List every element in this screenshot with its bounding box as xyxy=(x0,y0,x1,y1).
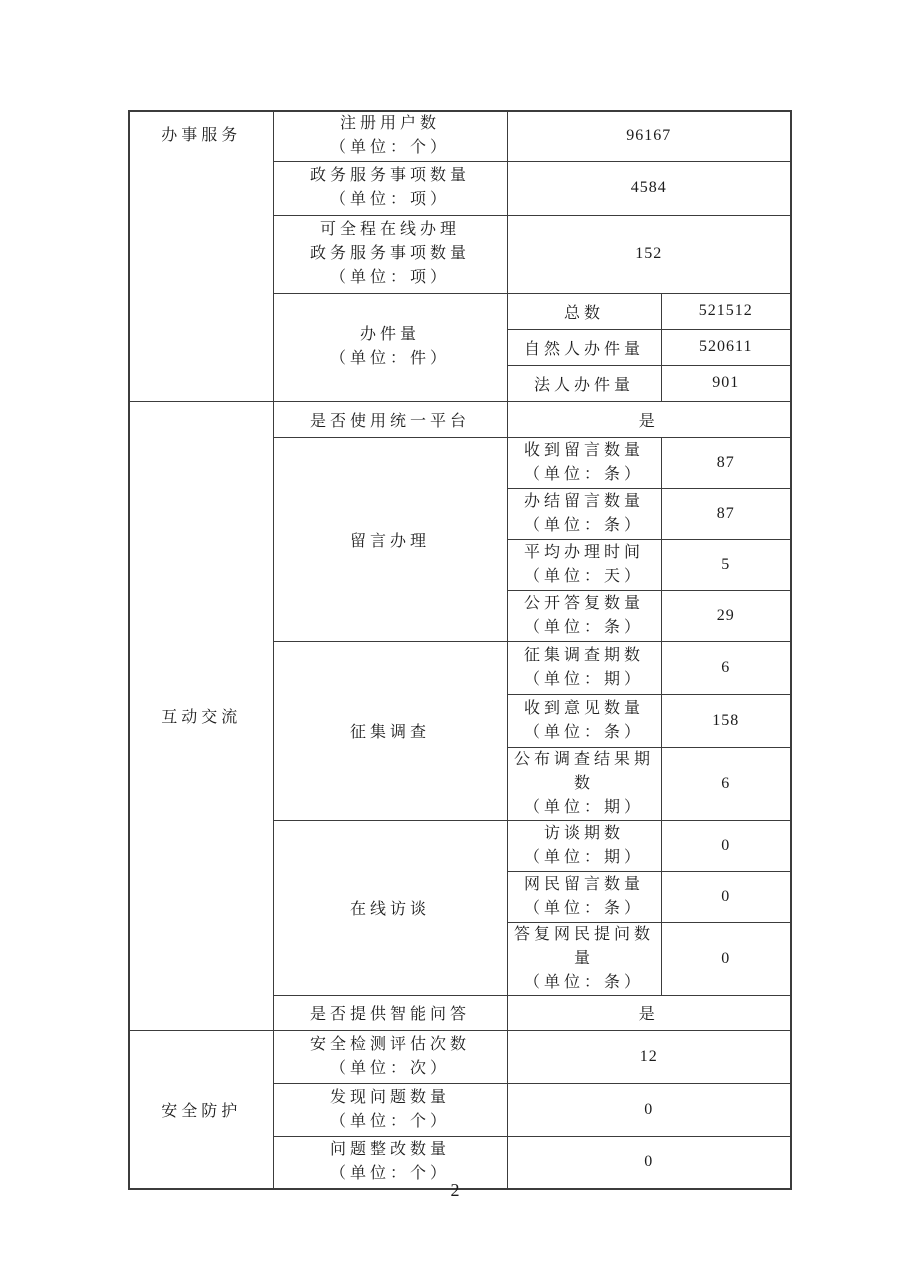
smart-qa-label: 是否提供智能问答 xyxy=(273,995,507,1030)
completed-messages-value: 87 xyxy=(661,488,791,539)
annual-report-table xyxy=(128,110,792,1190)
interview-label: 在线访谈 xyxy=(273,820,507,995)
security-checks-value: 12 xyxy=(507,1030,791,1083)
public-replies-value: 29 xyxy=(661,590,791,641)
handled-volume-total-label: 总数 xyxy=(507,293,661,329)
avg-handling-time-label: 平均办理时间 （单位：天） xyxy=(507,539,661,590)
public-replies-label: 公开答复数量 （单位：条） xyxy=(507,590,661,641)
annual-report-table-wrap xyxy=(128,110,792,1190)
interview-periods-label: 访谈期数 （单位：期） xyxy=(507,820,661,871)
problems-found-label: 发现问题数量 （单位：个） xyxy=(273,1083,507,1136)
problems-rectified-label: 问题整改数量 （单位：个） xyxy=(273,1136,507,1189)
problems-found-value: 0 xyxy=(507,1083,791,1136)
registered-users-label: 注册用户数 （单位：个） xyxy=(273,111,507,161)
handled-volume-total-value: 521512 xyxy=(661,293,791,329)
page-number: 2 xyxy=(450,1180,460,1200)
netizen-messages-label: 网民留言数量 （单位：条） xyxy=(507,871,661,922)
interview-periods-value: 0 xyxy=(661,820,791,871)
service-items-value: 4584 xyxy=(507,161,791,215)
replies-to-netizens-label: 答复网民提问数量 （单位：条） xyxy=(507,922,661,995)
table-row xyxy=(129,401,791,437)
security-checks-label: 安全检测评估次数 （单位：次） xyxy=(273,1030,507,1083)
avg-handling-time-value: 5 xyxy=(661,539,791,590)
survey-periods-value: 6 xyxy=(661,641,791,694)
published-results-value: 6 xyxy=(661,747,791,820)
unified-platform-label: 是否使用统一平台 xyxy=(273,401,507,437)
natural-person-volume-label: 自然人办件量 xyxy=(507,329,661,365)
legal-person-volume-label: 法人办件量 xyxy=(507,365,661,401)
received-opinions-label: 收到意见数量 （单位：条） xyxy=(507,694,661,747)
legal-person-volume-value: 901 xyxy=(661,365,791,401)
published-results-label: 公布调查结果期数 （单位：期） xyxy=(507,747,661,820)
handled-volume-label: 办件量 （单位：件） xyxy=(273,293,507,401)
problems-rectified-value: 0 xyxy=(507,1136,791,1189)
category-security: 安全防护 xyxy=(129,1030,273,1189)
service-items-label: 政务服务事项数量 （单位：项） xyxy=(273,161,507,215)
natural-person-volume-value: 520611 xyxy=(661,329,791,365)
message-handling-label: 留言办理 xyxy=(273,437,507,641)
online-service-items-label: 可全程在线办理 政务服务事项数量 （单位：项） xyxy=(273,215,507,293)
replies-to-netizens-value: 0 xyxy=(661,922,791,995)
smart-qa-value: 是 xyxy=(507,995,791,1030)
completed-messages-label: 办结留言数量 （单位：条） xyxy=(507,488,661,539)
received-opinions-value: 158 xyxy=(661,694,791,747)
online-service-items-value: 152 xyxy=(507,215,791,293)
survey-label: 征集调查 xyxy=(273,641,507,820)
registered-users-value: 96167 xyxy=(507,111,791,161)
unified-platform-value: 是 xyxy=(507,401,791,437)
netizen-messages-value: 0 xyxy=(661,871,791,922)
received-messages-value: 87 xyxy=(661,437,791,488)
category-service: 办事服务 xyxy=(129,111,273,401)
table-row xyxy=(129,111,791,161)
category-interaction: 互动交流 xyxy=(129,401,273,1030)
table-row xyxy=(129,1030,791,1083)
survey-periods-label: 征集调查期数 （单位：期） xyxy=(507,641,661,694)
received-messages-label: 收到留言数量 （单位：条） xyxy=(507,437,661,488)
